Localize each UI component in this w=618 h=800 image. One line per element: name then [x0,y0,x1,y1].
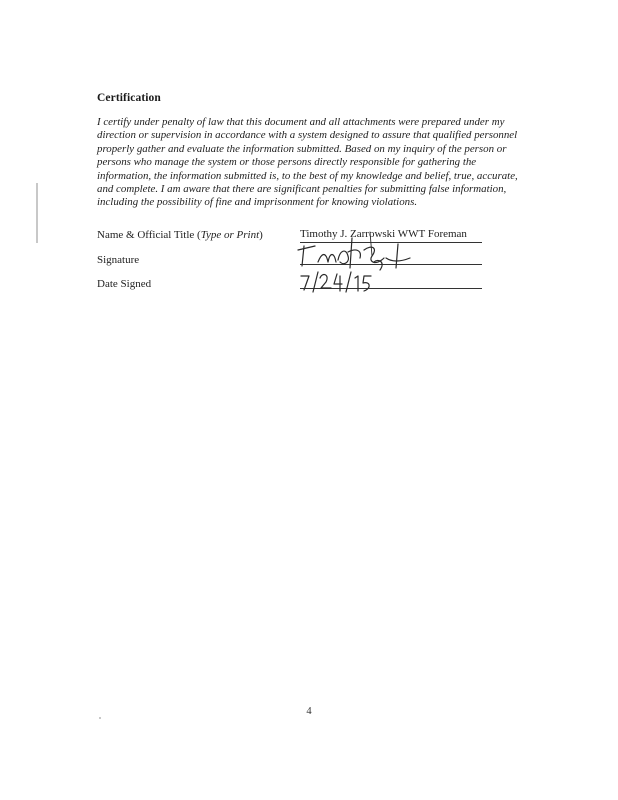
page-number: 4 [306,706,312,717]
certification-statement [97,116,537,210]
statement-line: including the possibility of fine and imprisonment for knowing violations. [97,196,418,209]
statement-line: direction or supervision in accordance with a system designed to assure that qualified personnel [97,129,518,142]
name-title-label: Name & Official Title (Type or Print) [97,229,263,241]
scan-artifact [99,717,101,719]
date-signed-line [300,276,482,289]
statement-line: and complete. I am aware that there are significant penalties for submitting false information, [97,183,507,196]
certification-heading: Certification [97,92,161,104]
statement-line: properly gather and evaluate the information submitted. Based on my inquiry of the person or [97,142,507,155]
name-title-value: Timothy J. Zarrowski WWT Foreman [300,228,467,240]
scan-artifact [36,183,38,243]
date-signed-label: Date Signed [97,278,152,290]
statement-line: I certify under penalty of law that this document and all attachments were prepared under my [97,116,505,128]
name-title-line [300,230,482,243]
signature-line [300,252,482,265]
statement-line: information, the information submitted is, to the best of my knowledge and belief, true, accurate, [97,169,518,182]
statement-line: persons who manage the system or those persons directly responsible for gathering the [97,156,477,169]
signature-label: Signature [97,254,140,266]
type-or-print-label: Type or Print [200,229,260,241]
